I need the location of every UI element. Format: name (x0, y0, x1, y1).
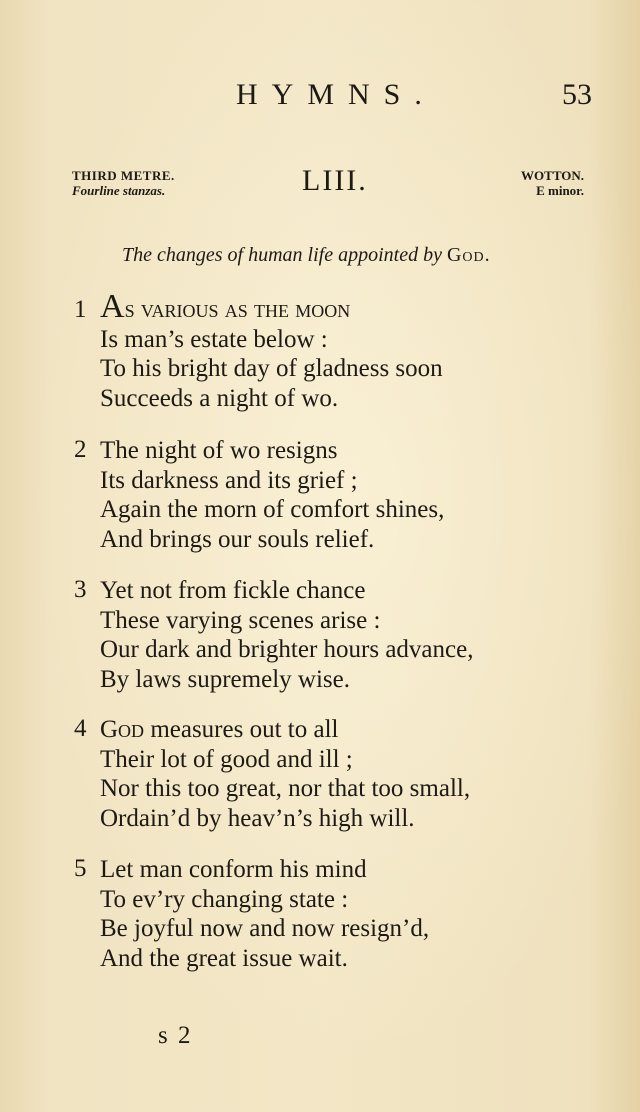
metre-info (72, 168, 175, 198)
subtitle-text: The changes of human life appointed by (122, 244, 442, 266)
stanza-line: The night of wo resigns (100, 437, 338, 464)
stanza-line: To his bright day of gladness soon (100, 355, 443, 382)
stanza-line: By laws supremely wise. (100, 665, 350, 693)
stanza-4 (74, 715, 574, 833)
stanza-1 (74, 288, 574, 413)
signature-mark: s 2 (158, 1022, 193, 1049)
stanza-line: Succeeds a night of wo. (100, 384, 339, 412)
stanza-line: Is man’s estate below : (100, 325, 328, 353)
stanza-line: Its darkness and its grief ; (100, 466, 358, 494)
stanza-line: Nor this too great, nor that too small, (100, 775, 471, 802)
stanza-line: Yet not from fickle chance (100, 577, 366, 604)
stanza-line: Be joyful now and now resign’d, (100, 915, 430, 942)
stanza-number: 4 (74, 715, 87, 742)
drop-cap: A (100, 288, 125, 325)
stanza-form-label: Fourline stanzas. (72, 183, 166, 198)
stanza-line: Again the morn of comfort shines, (100, 496, 445, 523)
stanza-line: And the great issue wait. (100, 944, 348, 972)
tune-key: E minor. (536, 183, 584, 198)
stanza-number: 1 (74, 296, 87, 323)
tune-name: WOTTON. (521, 168, 584, 183)
stanza-3 (74, 576, 574, 694)
stanza-line: And brings our souls relief. (100, 525, 375, 553)
first-line-rest: measures out to all (144, 716, 339, 743)
first-line-rest: s various as the moon (124, 296, 351, 323)
stanza-line (100, 715, 600, 745)
hymn-number: LIII. (302, 164, 368, 197)
stanza-number: 2 (74, 436, 87, 463)
stanza-5 (74, 855, 574, 973)
subtitle-god: God. (446, 244, 491, 266)
tune-info (521, 168, 584, 198)
stanza-line: Our dark and brighter hours advance, (100, 636, 474, 663)
running-head (0, 78, 640, 118)
stanza-line (100, 288, 600, 325)
hymn-subtitle (122, 244, 491, 267)
god-word: God (100, 716, 145, 743)
metre-label: THIRD METRE. (72, 168, 175, 183)
page-number: 53 (562, 78, 592, 111)
stanza-line: These varying scenes arise : (100, 606, 381, 634)
stanza-line: To ev’ry changing state : (100, 885, 349, 913)
stanza-number: 3 (74, 576, 87, 603)
stanza-line: Their lot of good and ill ; (100, 745, 353, 773)
running-head-title: HYMNS. (236, 78, 436, 111)
stanza-2 (74, 436, 574, 554)
stanza-number: 5 (74, 855, 87, 882)
stanza-line: Let man conform his mind (100, 856, 367, 883)
stanza-line: Ordain’d by heav’n’s high will. (100, 804, 415, 832)
